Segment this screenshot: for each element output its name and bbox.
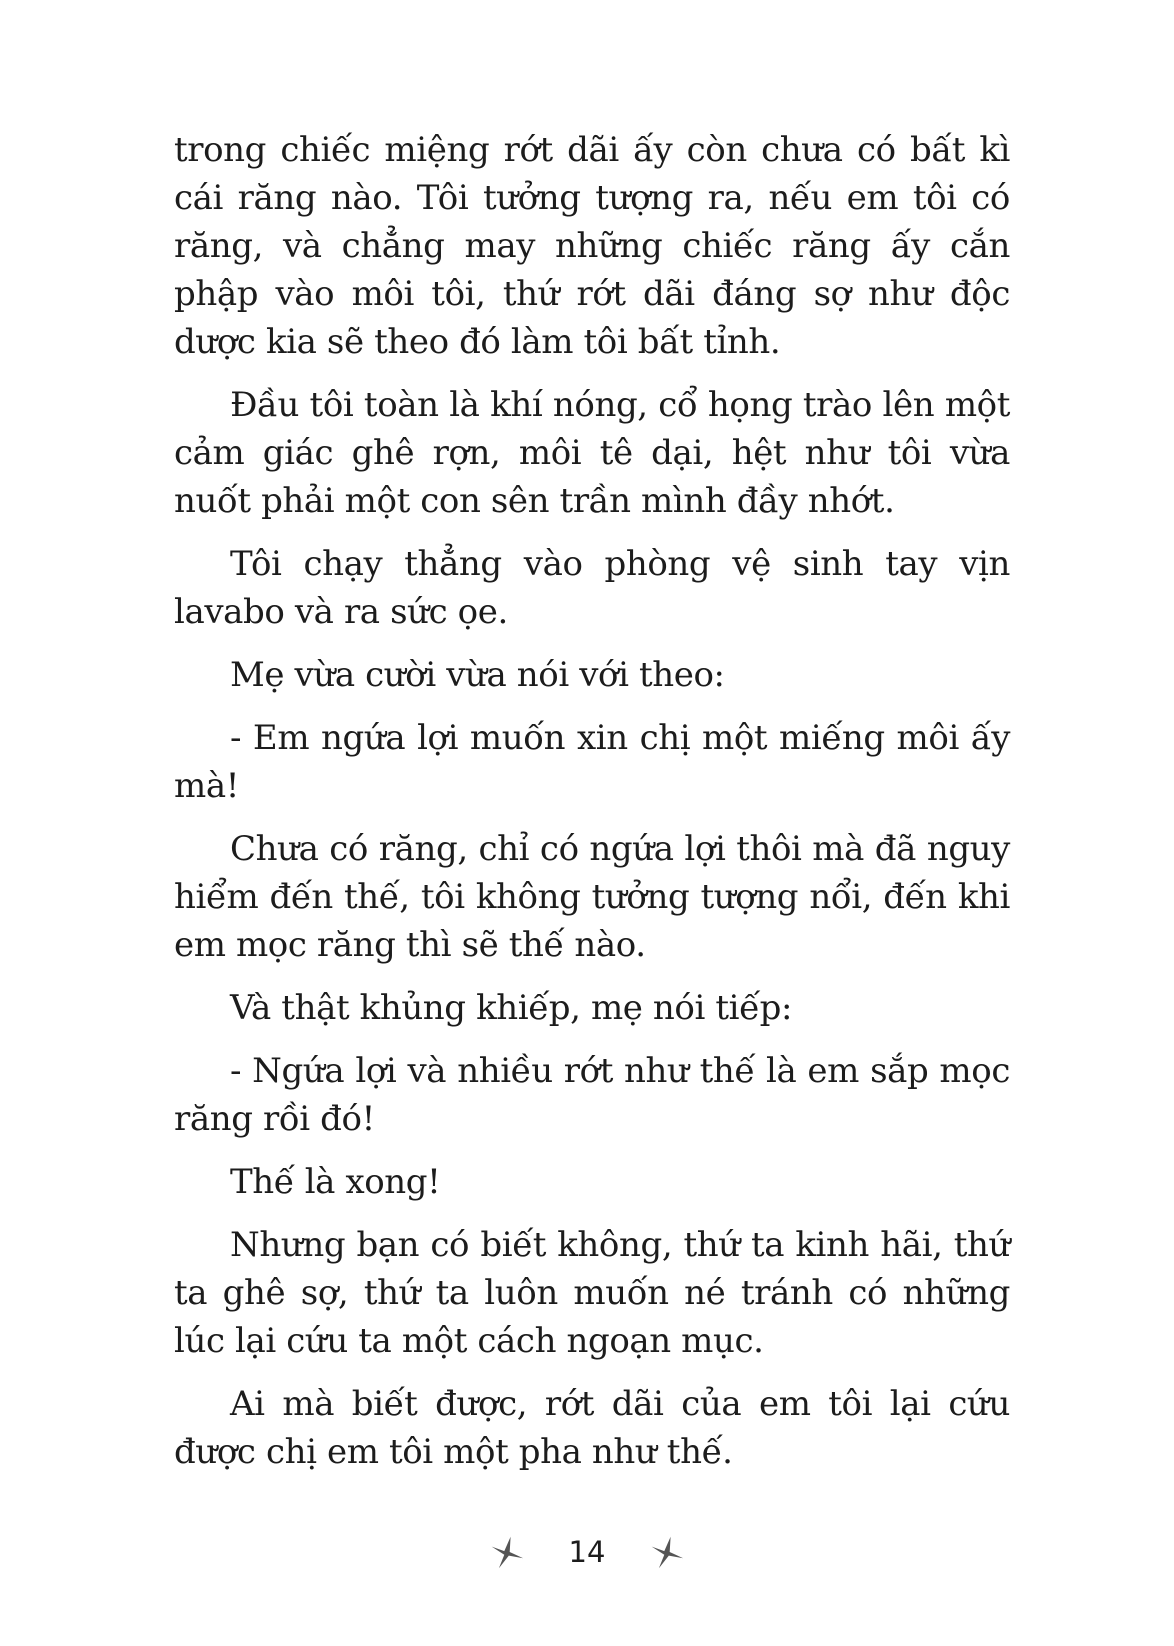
paragraph-9: Thế là xong! (230, 1162, 441, 1202)
paragraph-7: Và thật khủng khiếp, mẹ nói tiếp: (230, 988, 793, 1028)
paragraph-8: - Ngứa lợi và nhiều rớt như thế là em sắp mọc răng rồi đó! (174, 1051, 1010, 1139)
paragraph-11: Ai mà biết được, rớt dãi của em tôi lại cứu được chị em tôi một pha như thế. (174, 1384, 1010, 1472)
star-left-shape (491, 1537, 523, 1569)
paragraph-5: - Em ngứa lợi muốn xin chị một miếng môi ấy mà! (174, 718, 1010, 806)
paragraph-6: Chưa có răng, chỉ có ngứa lợi thôi mà đã nguy hiểm đến thế, tôi không tưởng tượng nổi, đến khi em mọc răng thì sẽ thế nào. (174, 829, 1010, 965)
paragraph-3: Tôi chạy thẳng vào phòng vệ sinh tay vịn lavabo và ra sức ọe. (174, 544, 1010, 632)
paragraph-1: trong chiếc miệng rớt dãi ấy còn chưa có bất kì cái răng nào. Tôi tưởng tượng ra, nếu em tôi có răng, và chẳng may những chiếc răng ấy cắn phập vào môi tôi, thứ rớt dãi đáng sợ như độc dược kia sẽ theo đó làm tôi bất tỉnh. (174, 130, 1010, 362)
body-text (174, 126, 1010, 1491)
paragraph-10: Nhưng bạn có biết không, thứ ta kinh hãi, thứ ta ghê sợ, thứ ta luôn muốn né tránh có những lúc lại cứu ta một cách ngoạn mục. (174, 1225, 1010, 1361)
page-number: 14 (568, 1535, 606, 1569)
star-right-shape (652, 1537, 684, 1569)
star-icon (649, 1534, 685, 1570)
star-icon (489, 1534, 525, 1570)
paragraph-4: Mẹ vừa cười vừa nói với theo: (230, 655, 725, 695)
page-footer (0, 1527, 1174, 1577)
paragraph-2: Đầu tôi toàn là khí nóng, cổ họng trào lên một cảm giác ghê rợn, môi tê dại, hệt như tôi vừa nuốt phải một con sên trần mình đầy nhớt. (174, 385, 1010, 521)
